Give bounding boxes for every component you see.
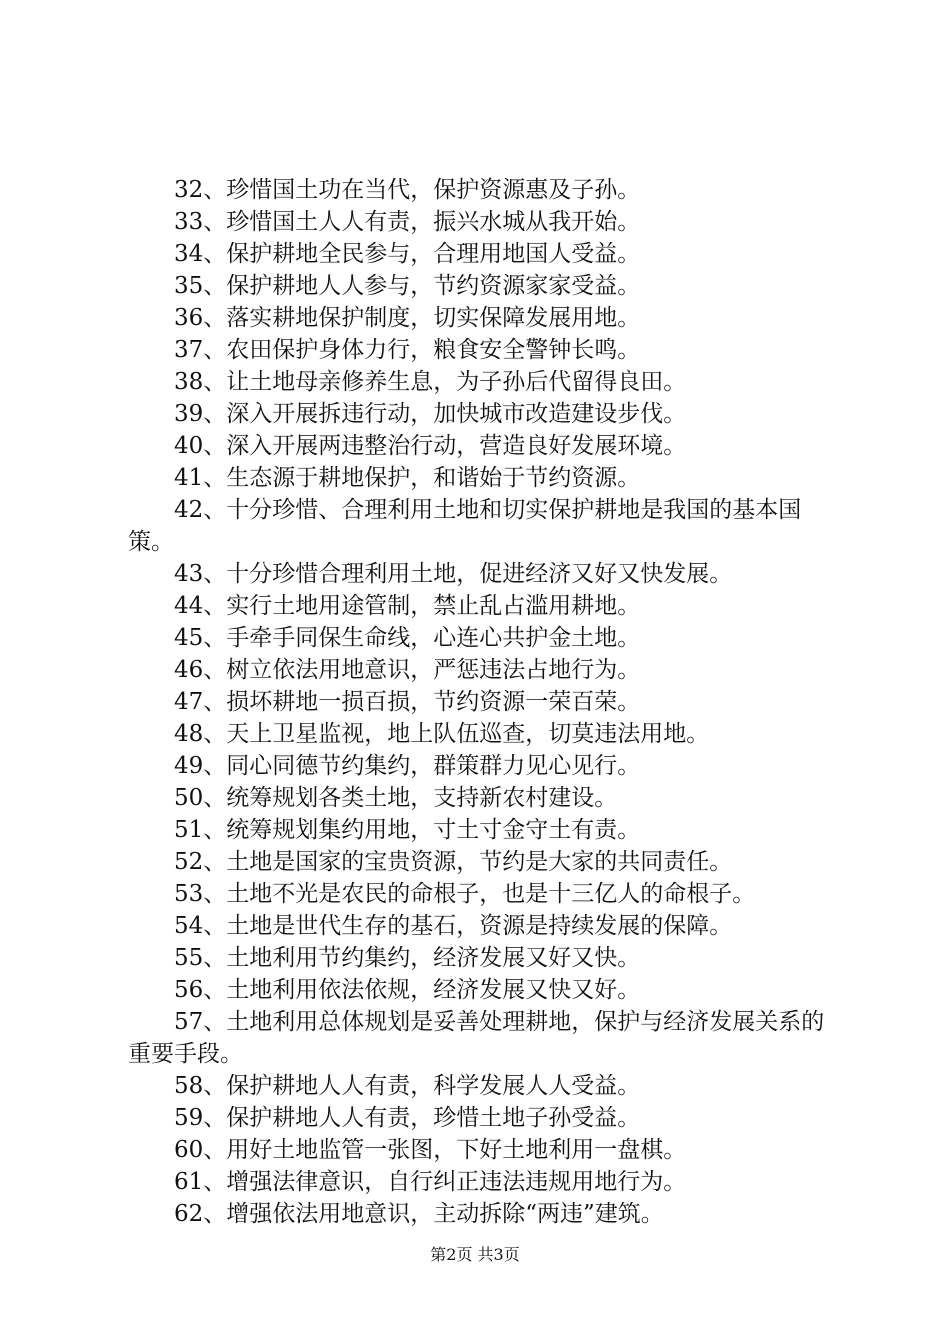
slogan-paragraph: 47、损坏耕地一损百损，节约资源一荣百荣。	[174, 689, 641, 715]
slogan-paragraph: 42、十分珍惜、合理利用土地和切实保护耕地是我国的基本国策。	[128, 497, 802, 555]
slogan-paragraph: 52、土地是国家的宝贵资源，节约是大家的共同责任。	[174, 849, 733, 875]
slogan-paragraph: 40、深入开展两违整治行动，营造良好发展环境。	[174, 433, 687, 459]
slogan-paragraph: 61、增强法律意识，自行纠正违法违规用地行为。	[174, 1169, 687, 1195]
slogan-paragraph: 62、增强依法用地意识，主动拆除“两违”建筑。	[174, 1201, 664, 1227]
slogan-paragraph: 34、保护耕地全民参与，合理用地国人受益。	[174, 241, 641, 267]
slogan-paragraph: 48、天上卫星监视，地上队伍巡查，切莫违法用地。	[174, 721, 710, 747]
slogan-paragraph: 49、同心同德节约集约，群策群力见心见行。	[174, 753, 641, 779]
slogan-paragraph: 36、落实耕地保护制度，切实保障发展用地。	[174, 305, 641, 331]
slogan-paragraph: 37、农田保护身体力行，粮食安全警钟长鸣。	[174, 337, 641, 363]
slogan-paragraph: 39、深入开展拆违行动，加快城市改造建设步伐。	[174, 401, 687, 427]
slogan-paragraph: 53、土地不光是农民的命根子，也是十三亿人的命根子。	[174, 881, 756, 907]
slogan-paragraph: 33、珍惜国土人人有责，振兴水城从我开始。	[174, 209, 641, 235]
slogan-paragraph: 46、树立依法用地意识，严惩违法占地行为。	[174, 657, 641, 683]
slogan-paragraph: 56、土地利用依法依规，经济发展又快又好。	[174, 977, 641, 1003]
slogan-paragraph: 58、保护耕地人人有责，科学发展人人受益。	[174, 1073, 641, 1099]
slogan-paragraph: 41、生态源于耕地保护，和谐始于节约资源。	[174, 465, 641, 491]
slogan-paragraph: 44、实行土地用途管制，禁止乱占滥用耕地。	[174, 593, 641, 619]
slogan-list	[128, 174, 833, 1230]
slogan-paragraph: 45、手牵手同保生命线，心连心共护金土地。	[174, 625, 641, 651]
page-footer: 第2页 共3页	[430, 1245, 520, 1264]
slogan-paragraph: 38、让土地母亲修养生息，为子孙后代留得良田。	[174, 369, 687, 395]
slogan-paragraph: 32、珍惜国土功在当代，保护资源惠及子孙。	[174, 177, 641, 203]
slogan-paragraph: 50、统筹规划各类土地，支持新农村建设。	[174, 785, 618, 811]
slogan-paragraph: 55、土地利用节约集约，经济发展又好又快。	[174, 945, 641, 971]
slogan-paragraph: 57、土地利用总体规划是妥善处理耕地，保护与经济发展关系的重要手段。	[128, 1009, 825, 1067]
slogan-paragraph: 35、保护耕地人人参与，节约资源家家受益。	[174, 273, 641, 299]
slogan-paragraph: 60、用好土地监管一张图，下好土地利用一盘棋。	[174, 1137, 687, 1163]
slogan-paragraph: 43、十分珍惜合理利用土地，促进经济又好又快发展。	[174, 561, 733, 587]
slogan-paragraph: 59、保护耕地人人有责，珍惜土地子孙受益。	[174, 1105, 641, 1131]
slogan-paragraph: 51、统筹规划集约用地，寸土寸金守土有责。	[174, 817, 641, 843]
slogan-paragraph: 54、土地是世代生存的基石，资源是持续发展的保障。	[174, 913, 733, 939]
